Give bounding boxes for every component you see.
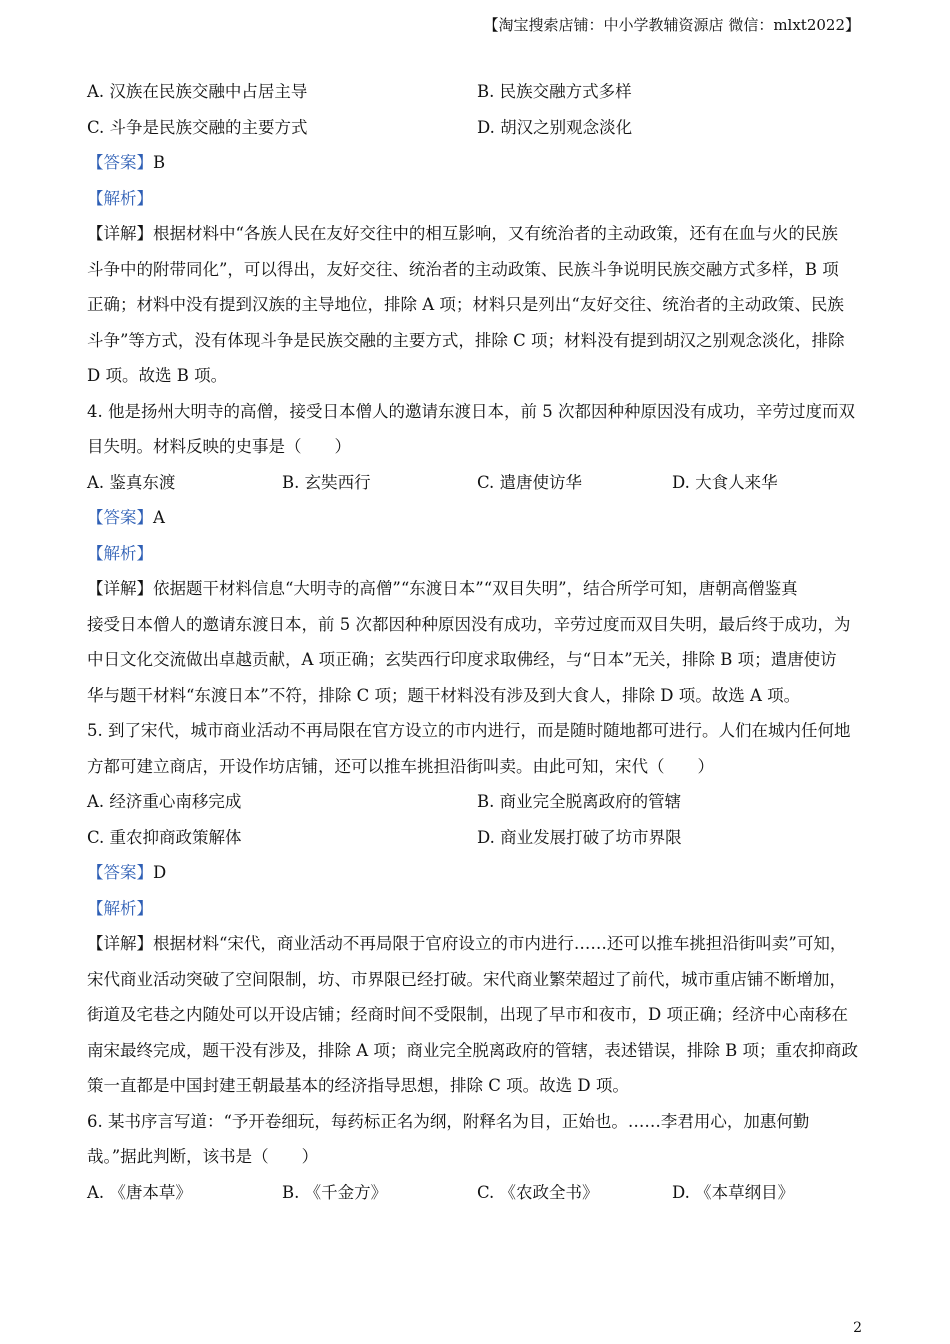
q5-stem-line: 5. 到了宋代，城市商业活动不再局限在官方设立的市内进行，而是随时随地都可进行。人们在城内任何地 [87, 721, 851, 740]
q3-detail-line: 斗争”等方式，没有体现斗争是民族交融的主要方式，排除 C 项；材料没有提到胡汉之别观念淡化，排除 [87, 330, 845, 350]
analysis-tag: 【解析】 [87, 898, 153, 918]
q6-stem-line: 6. 某书序言写道：“予开卷细玩，每药标正名为纲，附释名为目，正始也。……李君用心，加惠何勤 [87, 1111, 810, 1131]
q6-stem-line: 哉。”据此判断，该书是（ ） [87, 1147, 319, 1166]
q3-option-b: B. 民族交融方式多样 [477, 82, 632, 101]
q3-answer [87, 145, 867, 181]
analysis-tag: 【解析】 [87, 188, 153, 208]
q4-detail-line: 华与题干材料“东渡日本”不符，排除 C 项；题干材料没有涉及到大食人，排除 D 项。故选 A 项。 [87, 685, 801, 705]
detail-tag: 【详解】 [87, 224, 153, 243]
q3-detail-line: 正确；材料中没有提到汉族的主导地位，排除 A 项；材料只是列出“友好交往、统治者的主动政策、民族 [87, 295, 844, 314]
q6-option-d: D. 《本草纲目》 [672, 1182, 795, 1202]
q4-analysis-heading [87, 536, 867, 572]
answer-tag: 【答案】 [87, 153, 153, 172]
q5-answer-value: D [153, 863, 167, 882]
q4-detail-line: 中日文化交流做出卓越贡献，A 项正确；玄奘西行印度求取佛经，与“日本”无关，排除 B 项；遣唐使访 [87, 650, 837, 669]
q5-option-c: C. 重农抑商政策解体 [87, 827, 242, 847]
detail-tag: 【详解】 [87, 934, 153, 953]
q5-detail-line: 策一直都是中国封建王朝最基本的经济指导思想，排除 C 项。故选 D 项。 [87, 1076, 629, 1095]
q6-option-b: B. 《千金方》 [282, 1182, 388, 1202]
q3-answer-value: B [153, 153, 166, 172]
header-watermark-note: 【淘宝搜索店铺：中小学教辅资源店 微信：mlxt2022】 [483, 16, 860, 34]
q3-detail [87, 216, 867, 394]
q4-answer [87, 500, 867, 536]
q5-detail [87, 926, 867, 1104]
q6-options [87, 1175, 867, 1211]
q4-stem-line: 目失明。材料反映的史事是（ ） [87, 437, 351, 456]
q3-analysis-heading [87, 181, 867, 217]
q4-option-c: C. 遣唐使访华 [477, 472, 583, 492]
q5-option-b: B. 商业完全脱离政府的管辖 [477, 792, 682, 811]
q6-option-a: A. 《唐本草》 [87, 1182, 192, 1202]
q4-detail [87, 571, 867, 713]
q5-option-a: A. 经济重心南移完成 [87, 792, 242, 811]
q5-option-d: D. 商业发展打破了坊市界限 [477, 827, 682, 847]
q4-option-b: B. 玄奘西行 [282, 472, 371, 492]
q4-stem-line: 4. 他是扬州大明寺的高僧，接受日本僧人的邀请东渡日本，前 5 次都因种种原因没有成功，辛劳过度而双 [87, 401, 855, 421]
q3-detail-line: D 项。故选 B 项。 [87, 366, 228, 385]
q4-detail-line: 接受日本僧人的邀请东渡日本，前 5 次都因种种原因没有成功，辛劳过度而双目失明，最后终于成功，为 [87, 614, 851, 634]
q3-option-c: C. 斗争是民族交融的主要方式 [87, 117, 308, 137]
q5-analysis-heading [87, 891, 867, 927]
q5-detail-line: 宋代商业活动突破了空间限制，坊、市界限已经打破。宋代商业繁荣超过了前代，城市重店铺不断增加， [87, 969, 846, 989]
q6-option-c: C. 《农政全书》 [477, 1182, 599, 1202]
q5-stem-line: 方都可建立商店，开设作坊店铺，还可以推车挑担沿街叫卖。由此可知，宋代（ ） [87, 756, 714, 776]
q4-stem [87, 394, 867, 465]
q4-answer-value: A [153, 508, 165, 527]
q5-detail-line: 街道及宅巷之内随处可以开设店铺；经商时间不受限制，出现了早市和夜市，D 项正确；经济中心南移在 [87, 1005, 848, 1024]
page-content [87, 74, 867, 1210]
q5-detail-line: 【详解】根据材料“宋代，商业活动不再局限于官府设立的市内进行……还可以推车挑担沿街叫卖”可知， [87, 934, 847, 953]
q5-stem [87, 713, 867, 784]
q4-option-a: A. 鉴真东渡 [87, 472, 176, 492]
q3-option-d: D. 胡汉之别观念淡化 [477, 117, 633, 137]
q3-options-row-1 [87, 74, 867, 110]
detail-tag: 【详解】 [87, 579, 153, 598]
q5-answer [87, 855, 867, 891]
answer-tag: 【答案】 [87, 863, 153, 882]
page-number: 2 [853, 1320, 862, 1336]
q4-detail-line: 【详解】依据题干材料信息“大明寺的高僧”“东渡日本”“双目失明”，结合所学可知，唐朝高僧鉴真 [87, 579, 798, 598]
q3-option-a: A. 汉族在民族交融中占居主导 [87, 82, 308, 101]
q4-option-d: D. 大食人来华 [672, 472, 778, 492]
q5-options-row-2 [87, 820, 867, 856]
q3-detail-line: 【详解】根据材料中“各族人民在友好交往中的相互影响，又有统治者的主动政策，还有在血与火的民族 [87, 224, 838, 243]
analysis-tag: 【解析】 [87, 543, 153, 563]
q5-options-row-1 [87, 784, 867, 820]
q3-options-row-2 [87, 110, 867, 146]
q3-detail-line: 斗争中的附带同化”，可以得出，友好交往、统治者的主动政策、民族斗争说明民族交融方式多样，B 项 [87, 259, 839, 279]
q5-detail-line: 南宋最终完成，题干没有涉及，排除 A 项；商业完全脱离政府的管辖，表述错误，排除 B 项；重农抑商政 [87, 1040, 859, 1060]
answer-tag: 【答案】 [87, 508, 153, 527]
q6-stem [87, 1104, 867, 1175]
q4-options [87, 465, 867, 501]
